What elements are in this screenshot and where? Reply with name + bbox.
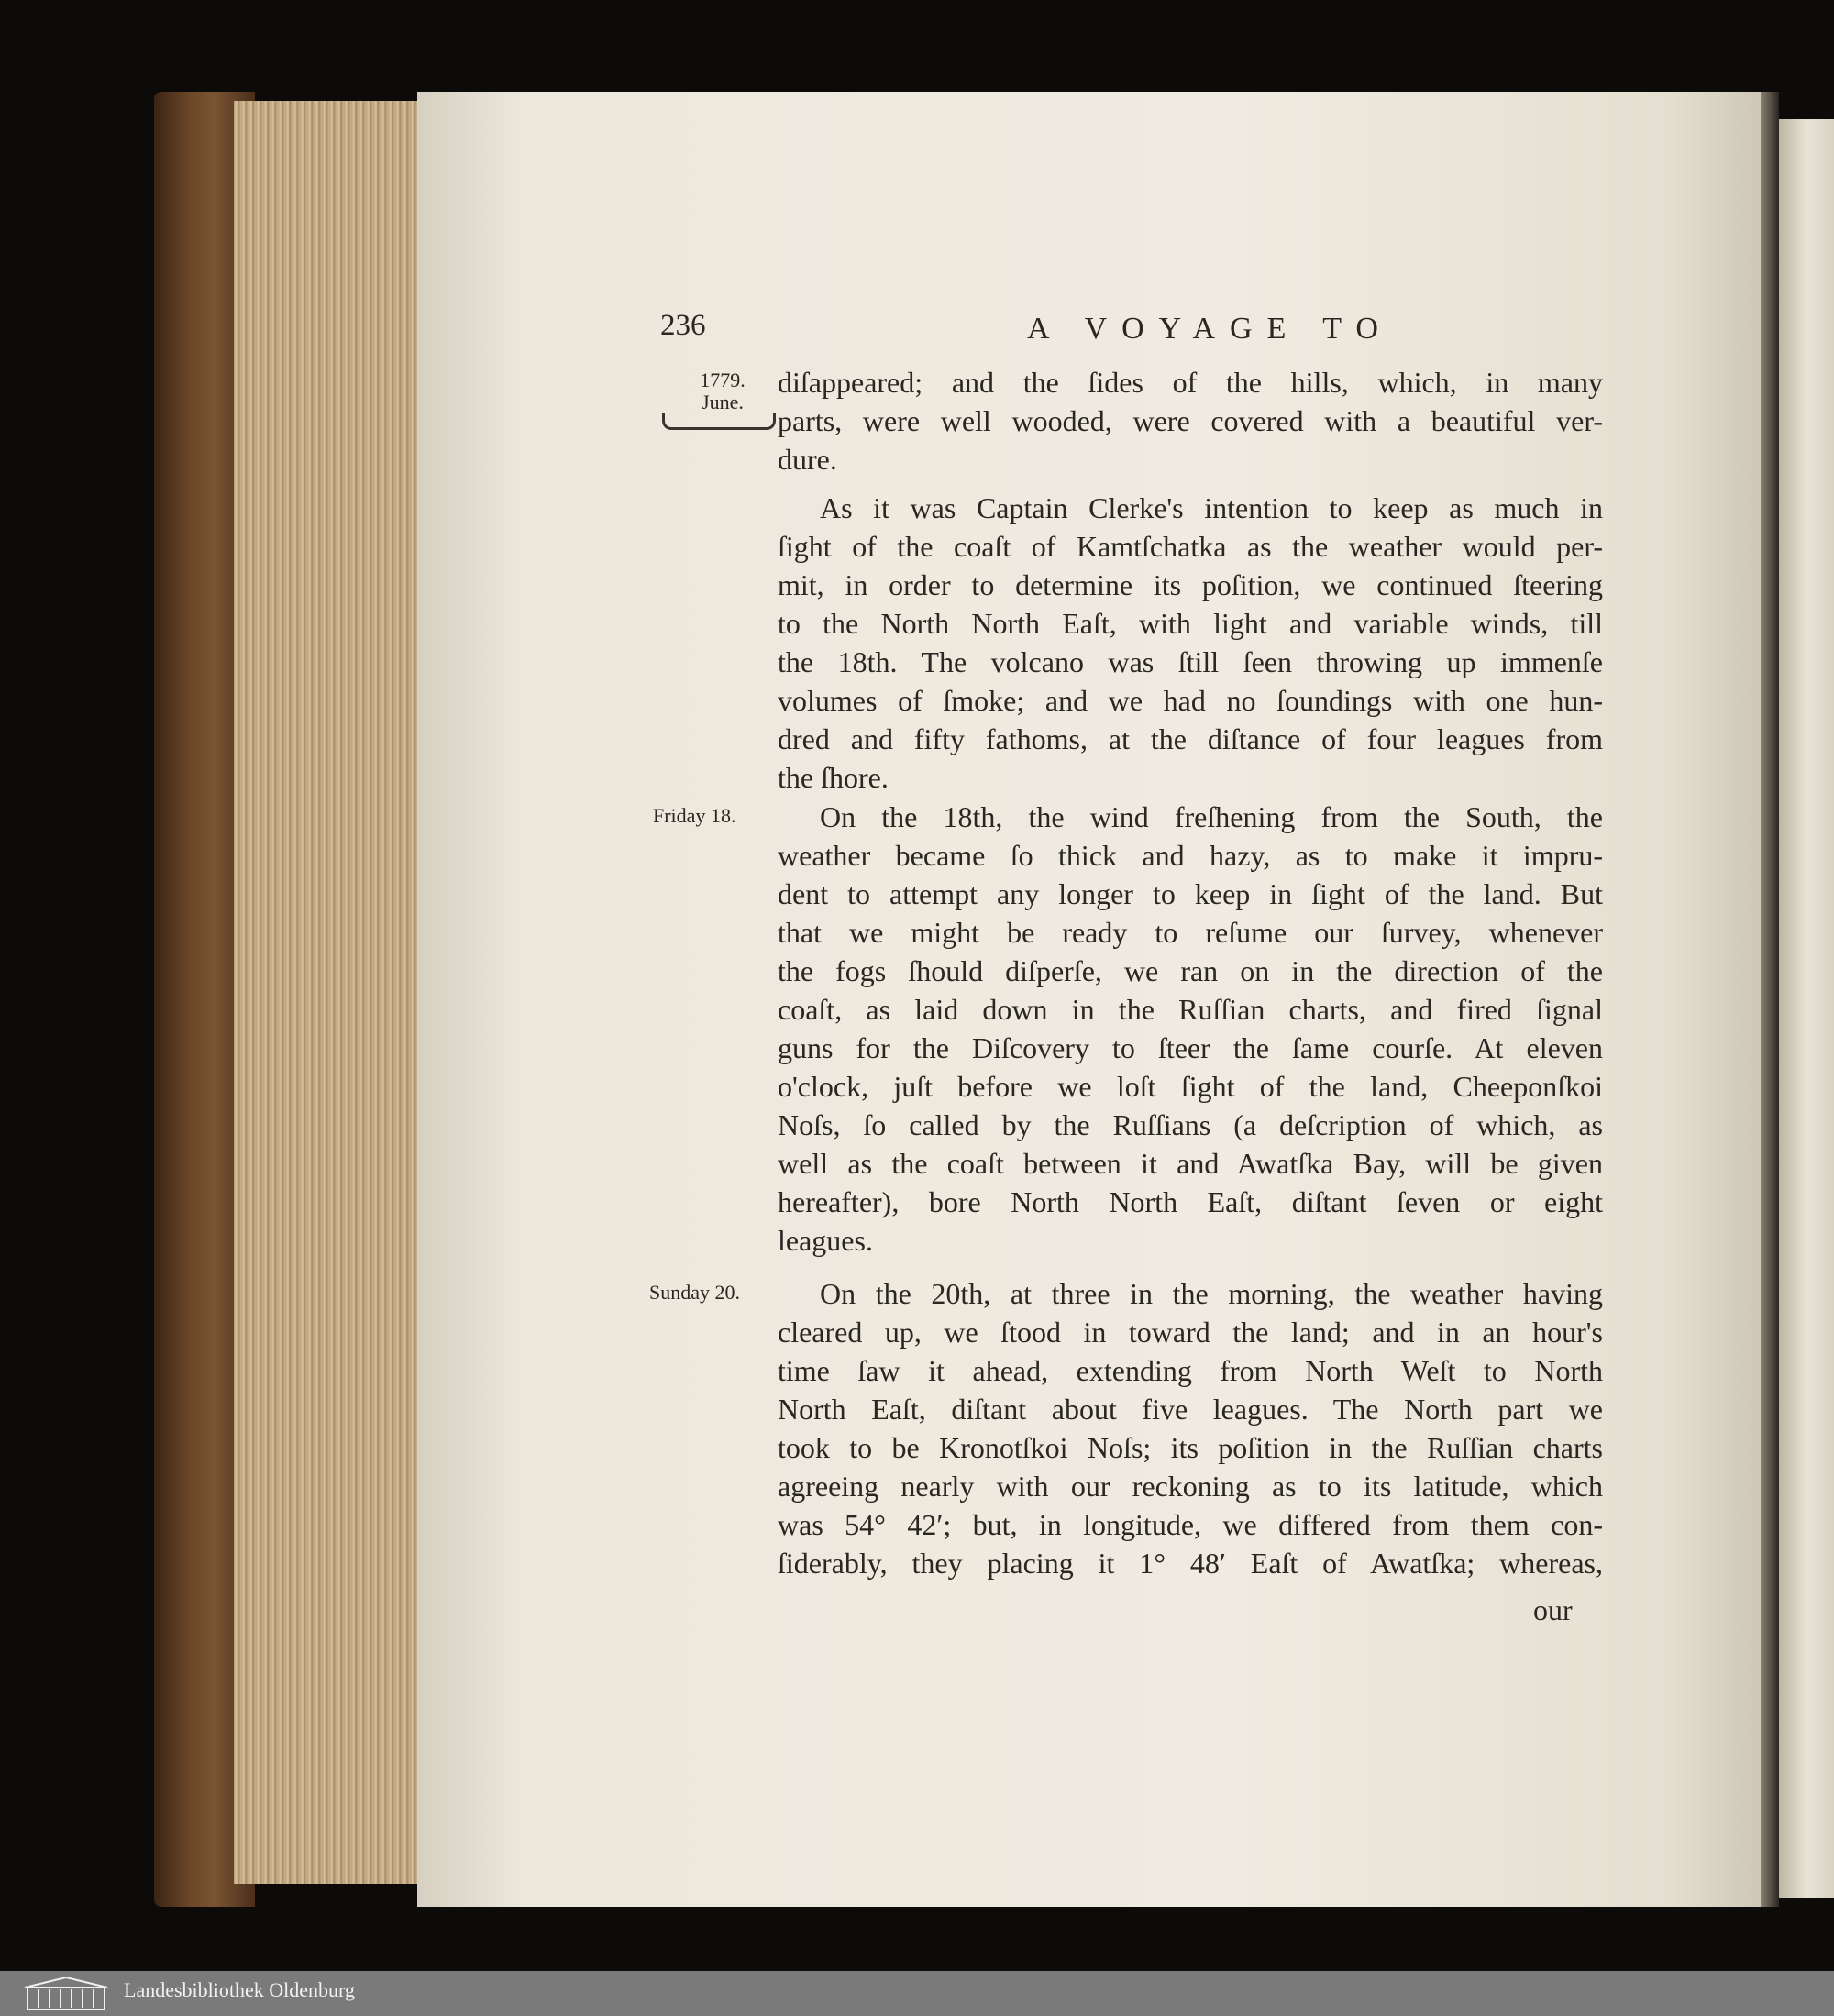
text-line: well as the coaſt between it and Awatſka Bay, will be given	[778, 1147, 1603, 1180]
text-line: On the 20th, at three in the morning, the weather having	[820, 1277, 1603, 1310]
book-gutter	[1761, 92, 1779, 1907]
text-line: hereafter), bore North North Eaſt, diſtant ſeven or eight	[778, 1185, 1603, 1218]
paragraph	[778, 363, 1603, 479]
text-line: North Eaſt, diſtant about five leagues. The North part we	[778, 1393, 1603, 1426]
text-line: diſappeared; and the ſides of the hills, which, in many	[778, 366, 1603, 399]
library-logo-icon	[20, 1975, 112, 2011]
text-line: that we might be ready to reſume our ſurvey, whenever	[778, 916, 1603, 949]
margin-date-note: Sunday 20.	[649, 1281, 740, 1304]
paragraph	[778, 798, 1603, 1260]
library-name: Landesbibliothek Oldenburg	[124, 1978, 355, 2001]
text-line: took to be Kronotſkoi Noſs; its poſition in the Ruſſian charts	[778, 1431, 1603, 1464]
facing-page-edge	[1779, 119, 1834, 1898]
text-line: guns for the Diſcovery to ſteer the ſame courſe. At eleven	[778, 1031, 1603, 1064]
text-line: mit, in order to determine its poſition, we continued ſteering	[778, 568, 1603, 601]
catchword: our	[1533, 1593, 1573, 1626]
margin-year: 1779.	[700, 369, 746, 391]
text-line: dure.	[778, 443, 837, 476]
text-line: On the 18th, the wind freſhening from the South, the	[820, 800, 1603, 833]
margin-brace	[662, 413, 776, 430]
text-line: coaſt, as laid down in the Ruſſian charts, and fired ſignal	[778, 993, 1603, 1026]
margin-year-note	[693, 369, 752, 413]
margin-month: June.	[702, 391, 744, 413]
text-line: weather became ſo thick and hazy, as to make it impru-	[778, 839, 1603, 872]
text-line: volumes of ſmoke; and we had no ſoundings with one hun-	[778, 684, 1603, 717]
text-line: leagues.	[778, 1224, 873, 1257]
text-line: agreeing nearly with our reckoning as to its latitude, which	[778, 1470, 1603, 1503]
text-line: Noſs, ſo called by the Ruſſians (a deſcription of which, as	[778, 1108, 1603, 1141]
text-line: was 54° 42′; but, in longitude, we differed from them con-	[778, 1508, 1603, 1541]
paragraph	[778, 489, 1603, 797]
margin-date-note: Friday 18.	[653, 804, 736, 827]
text-line: cleared up, we ſtood in toward the land; and in an hour's	[778, 1316, 1603, 1349]
text-line: o'clock, juſt before we loſt ſight of the land, Cheeponſkoi	[778, 1070, 1603, 1103]
text-line: dent to attempt any longer to keep in ſight of the land. But	[778, 877, 1603, 910]
text-line: parts, were well wooded, were covered with a beautiful ver-	[778, 404, 1603, 437]
text-line: ſight of the coaſt of Kamtſchatka as the weather would per-	[778, 530, 1603, 563]
text-line: the ſhore.	[778, 761, 889, 794]
text-line: ſiderably, they placing it 1° 48′ Eaſt of Awatſka; whereas,	[778, 1547, 1603, 1580]
text-line: As it was Captain Clerke's intention to keep as much in	[820, 491, 1603, 524]
text-line: dred and fifty fathoms, at the diſtance of four leagues from	[778, 722, 1603, 755]
running-head: A VOYAGE TO	[1027, 312, 1393, 346]
paragraph	[778, 1274, 1603, 1582]
page-number: 236	[660, 309, 706, 342]
text-line: to the North North Eaſt, with light and variable winds, till	[778, 607, 1603, 640]
page-edges	[234, 101, 417, 1884]
text-line: time ſaw it ahead, extending from North Weſt to North	[778, 1354, 1603, 1387]
text-line: the fogs ſhould diſperſe, we ran on in the direction of the	[778, 954, 1603, 987]
text-line: the 18th. The volcano was ſtill ſeen throwing up immenſe	[778, 645, 1603, 678]
